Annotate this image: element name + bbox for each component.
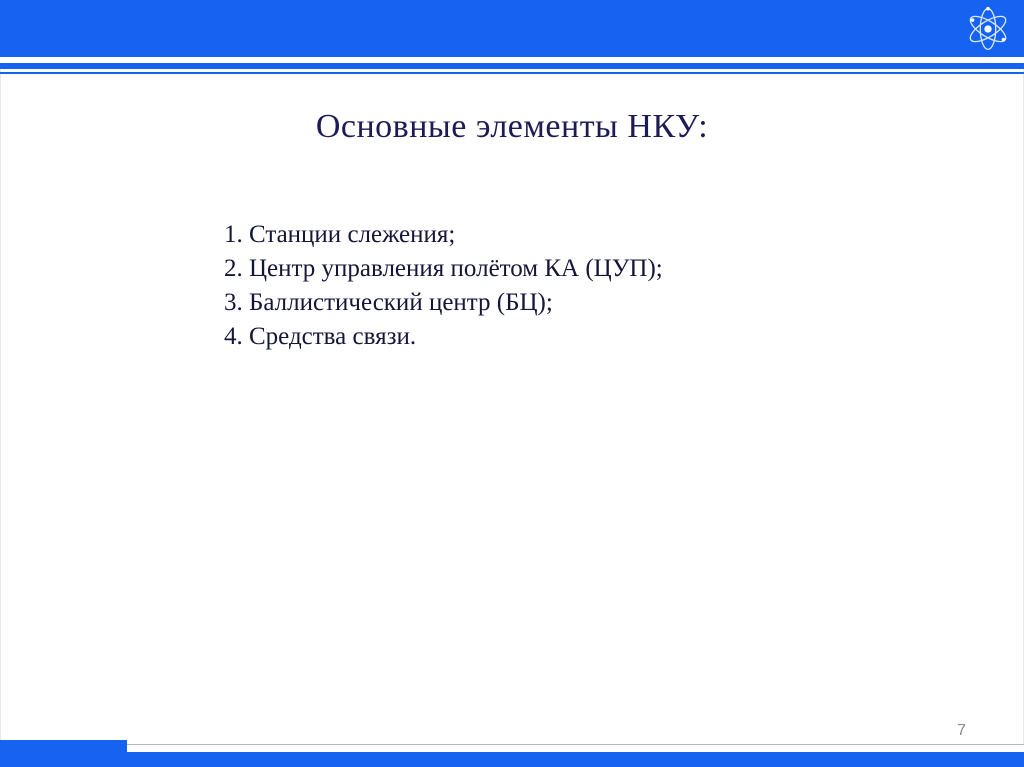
header-banner	[0, 0, 1024, 57]
list-item: 1. Станции слежения;	[224, 221, 456, 248]
footer-left-block	[0, 740, 127, 767]
footer-bar	[127, 752, 1024, 767]
page-number: 7	[957, 722, 966, 739]
list-item: 3. Баллистический центр (БЦ);	[224, 289, 553, 316]
header-separator-thick-line	[0, 63, 1024, 69]
header-separator-thin-line	[0, 72, 1024, 74]
slide-list	[224, 218, 663, 354]
slide-title: Основные элементы НКУ:	[315, 108, 709, 145]
list-item: 4. Средства связи.	[224, 323, 417, 350]
atom-icon	[962, 3, 1014, 55]
list-item: 2. Центр управления полётом КА (ЦУП);	[224, 255, 663, 282]
